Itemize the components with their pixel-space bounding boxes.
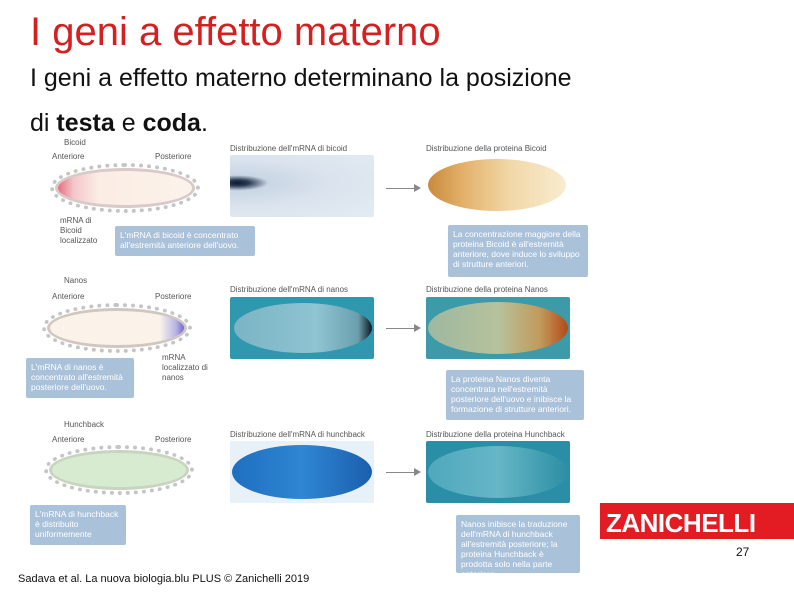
anterior-label: Anteriore [52, 292, 85, 301]
mrna-caption-bicoid: Distribuzione dell'mRNA di bicoid [230, 144, 348, 153]
protein-box-bicoid: La concentrazione maggiore della proteina Bicoid è all'estremità anteriore, dove induce lo sviluppo di strutture anteriori. [448, 225, 588, 277]
protein-image-hunchback [426, 441, 570, 503]
gene-label-hunchback: Hunchback [64, 420, 105, 429]
mrna-image-nanos [230, 297, 374, 359]
mrna-image-hunchback [230, 441, 374, 503]
posterior-label: Posteriore [155, 292, 192, 301]
posterior-label: Posteriore [155, 435, 192, 444]
body-suffix: . [200, 109, 208, 137]
arrowhead-bicoid [414, 184, 421, 192]
oocyte-diagram-hunchback [44, 445, 194, 495]
anterior-label: Anteriore [52, 435, 85, 444]
protein-caption-hunchback: Distribuzione della proteina Hunchback [426, 430, 565, 439]
arrowhead-nanos [414, 324, 421, 332]
zanichelli-logo [600, 503, 794, 539]
footer-citation: Sadava et al. La nuova biologia.blu PLUS © Zanichelli 2019 [18, 573, 310, 585]
arrowhead-hunchback [414, 468, 421, 476]
oocyte-diagram-bicoid [50, 163, 200, 213]
arrow-hunchback [386, 472, 416, 473]
body-testa: testa [56, 109, 115, 137]
page-number: 27 [736, 545, 750, 559]
logo-text: ZANICHELLI [606, 508, 756, 538]
protein-caption-nanos: Distribuzione della proteina Nanos [426, 285, 548, 294]
body-coda: coda [142, 109, 201, 137]
protein-caption-bicoid: Distribuzione della proteina Bicoid [426, 144, 547, 153]
mrna-localized-label-bicoid: mRNA di Bicoid localizzato [60, 216, 98, 245]
mrna-box-nanos: L'mRNA di nanos è concentrato all'estremità posteriore dell'uovo. [26, 358, 134, 398]
gene-label-bicoid: Bicoid [64, 138, 86, 147]
anterior-label: Anteriore [52, 152, 85, 161]
mrna-image-bicoid [230, 155, 374, 217]
mrna-caption-nanos: Distribuzione dell'mRNA di nanos [230, 285, 349, 294]
mrna-localized-label-nanos: mRNA localizzato di nanos [162, 353, 208, 382]
protein-image-nanos [426, 297, 570, 359]
body-line-2 [30, 109, 208, 138]
posterior-label: Posteriore [155, 152, 192, 161]
protein-box-hunchback: Nanos inibisce la traduzione dell'mRNA di hunchback all'estremità posteriore; la proteina Hunchback è prodotta solo nella parte anteriore. [456, 515, 580, 573]
slide-title: I geni a effetto materno [30, 10, 441, 54]
arrow-bicoid [386, 188, 416, 189]
mrna-caption-hunchback: Distribuzione dell'mRNA di hunchback [230, 430, 365, 439]
gene-label-nanos: Nanos [64, 276, 88, 285]
body-prefix: di [30, 109, 57, 137]
arrow-nanos [386, 328, 416, 329]
protein-image-bicoid [426, 155, 570, 217]
body-mid: e [114, 109, 143, 137]
mrna-box-bicoid: L'mRNA di bicoid è concentrato all'estremità anteriore dell'uovo. [115, 226, 255, 256]
protein-box-nanos: La proteina Nanos diventa concentrata nell'estremità posteriore dell'uovo e inibisce la formazione di strutture anteriori. [446, 370, 584, 420]
oocyte-diagram-nanos [42, 303, 192, 353]
body-line-1: I geni a effetto materno determinano la posizione [30, 64, 572, 92]
mrna-box-hunchback: L'mRNA di hunchback è distribuito uniformemente [30, 505, 126, 545]
